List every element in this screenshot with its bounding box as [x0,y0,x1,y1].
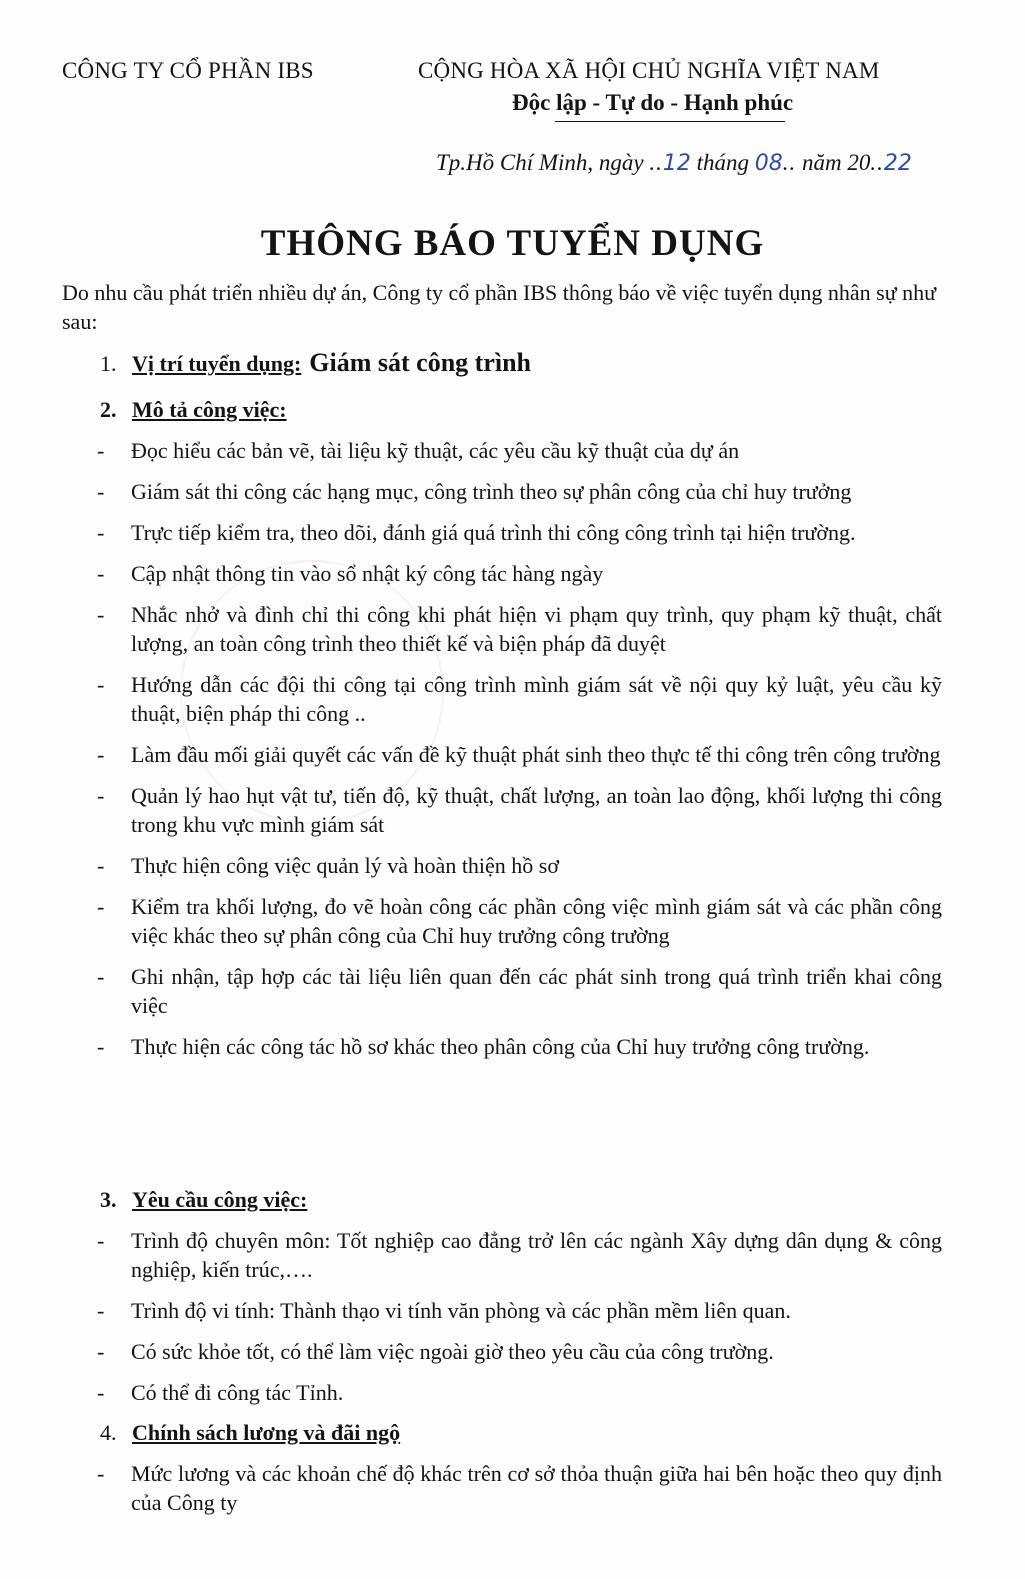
list-item [97,1337,942,1366]
section-2-heading [100,397,287,423]
bullet-dash: - [97,894,105,919]
list-item-text: Trình độ chuyên môn: Tốt nghiệp cao đẳng trở lên các ngành Xây dựng dân dụng & công nghiệp, kiến trúc,…. [131,1228,942,1282]
bullet-dash: - [97,672,105,697]
bullet-dash: - [97,602,105,627]
bullet-dash: - [97,742,105,767]
list-item-text: Hướng dẫn các đội thi công tại công trình mình giám sát về nội quy kỷ luật, yêu cầu kỹ thuật, biện pháp thi công .. [131,672,942,726]
list-item [97,1226,942,1284]
list-item [97,1378,942,1407]
list-item-text: Làm đầu mối giải quyết các vấn đề kỹ thuật phát sinh theo thực tế thi công trên công trường [131,742,941,767]
list-item [97,436,942,465]
company-name: CÔNG TY CỔ PHẦN IBS [62,58,314,83]
section-label: Chính sách lương và đãi ngộ [132,1420,401,1445]
bullet-dash: - [97,438,105,463]
salary-benefits-list [97,1459,942,1529]
list-item [97,781,942,839]
list-item-text: Thực hiện công việc quản lý và hoàn thiện hồ sơ [131,853,560,878]
list-item-text: Đọc hiểu các bản vẽ, tài liệu kỹ thuật, các yêu cầu kỹ thuật của dự án [131,438,740,463]
list-item [97,1459,942,1517]
job-description-list [97,436,942,1073]
motto-underline [555,121,785,122]
section-label: Vị trí tuyển dụng: [132,351,302,376]
bullet-dash: - [97,479,105,504]
section-number: 4. [100,1420,117,1445]
bullet-dash: - [97,1034,105,1059]
intro-paragraph: Do nhu cầu phát triển nhiều dự án, Công ty cổ phần IBS thông báo về việc tuyển dụng nhân sự như sau: [62,280,937,334]
list-item-text: Trực tiếp kiểm tra, theo dõi, đánh giá quá trình thi công công trình tại hiện trường. [131,520,856,545]
date-year-label: năm 20 [796,150,871,175]
bullet-dash: - [97,1339,105,1364]
section-label: Mô tả công việc: [132,397,287,422]
section-number: 3. [100,1187,117,1212]
document-title: THÔNG BÁO TUYỂN DỤNG [260,223,765,264]
list-item [97,559,942,588]
list-item-text: Nhắc nhở và đình chỉ thi công khi phát hiện vi phạm quy trình, quy phạm kỹ thuật, chất lượng, an toàn công trình theo thiết kế và biện pháp đã duyệt [131,602,942,656]
list-item-text: Ghi nhận, tập hợp các tài liệu liên quan đến các phát sinh trong quá trình triển khai công việc [131,964,942,1018]
list-item [97,1032,942,1061]
list-item-text: Thực hiện các công tác hồ sơ khác theo phân công của Chỉ huy trưởng công trường. [131,1034,870,1059]
date-prefix: Tp.Hồ Chí Minh, ngày [436,150,650,175]
list-item [97,740,942,769]
bullet-dash: - [97,1461,105,1486]
bullet-dash: - [97,1298,105,1323]
bullet-dash: - [97,783,105,808]
section-4-heading [100,1420,400,1446]
list-item-text: Cập nhật thông tin vào sổ nhật ký công tác hàng ngày [131,561,604,586]
job-position: Giám sát công trình [309,348,532,377]
section-1-heading [100,348,531,378]
section-number: 1. [100,351,117,376]
section-number: 2. [100,397,117,422]
handwritten-day: 12 [662,151,691,176]
bullet-dash: - [97,853,105,878]
list-item-text: Quản lý hao hụt vật tư, tiến độ, kỹ thuật, chất lượng, an toàn lao động, khối lượng thi công trong khu vực mình giám sát [131,783,942,837]
list-item [97,962,942,1020]
handwritten-year: 22 [883,151,912,176]
national-motto: Độc lập - Tự do - Hạnh phúc [512,90,794,115]
list-item-text: Trình độ vi tính: Thành thạo vi tính văn phòng và các phần mềm liên quan. [131,1298,791,1323]
list-item [97,518,942,547]
bullet-dash: - [97,1380,105,1405]
section-3-heading [100,1187,307,1213]
list-item [97,670,942,728]
national-title: CỘNG HÒA XÃ HỘI CHỦ NGHĨA VIỆT NAM [418,58,880,83]
list-item-text: Mức lương và các khoản chế độ khác trên cơ sở thỏa thuận giữa hai bên hoặc theo quy định của Công ty [131,1461,942,1515]
list-item-text: Có sức khỏe tốt, có thể làm việc ngoài giờ theo yêu cầu của công trường. [131,1339,774,1364]
list-item [97,1296,942,1325]
list-item-text: Có thể đi công tác Tỉnh. [131,1380,344,1405]
bullet-dash: - [97,520,105,545]
date-month-label: tháng [690,150,755,175]
job-requirements-list [97,1226,942,1419]
list-item [97,892,942,950]
section-label: Yêu cầu công việc: [132,1187,308,1212]
handwritten-month: 08 [754,151,783,176]
list-item [97,477,942,506]
list-item [97,600,942,658]
bullet-dash: - [97,1228,105,1253]
bullet-dash: - [97,964,105,989]
bullet-dash: - [97,561,105,586]
list-item [97,851,942,880]
place-and-date: Tp.Hồ Chí Minh, ngày ..12 tháng 08.. năm 20..22 [436,150,912,176]
list-item-text: Giám sát thi công các hạng mục, công trình theo sự phân công của chỉ huy trưởng [131,479,852,504]
list-item-text: Kiểm tra khối lượng, đo vẽ hoàn công các phần công việc mình giám sát và các phần công việc khác theo sự phân công của Chỉ huy trưởng công trường [131,894,942,948]
